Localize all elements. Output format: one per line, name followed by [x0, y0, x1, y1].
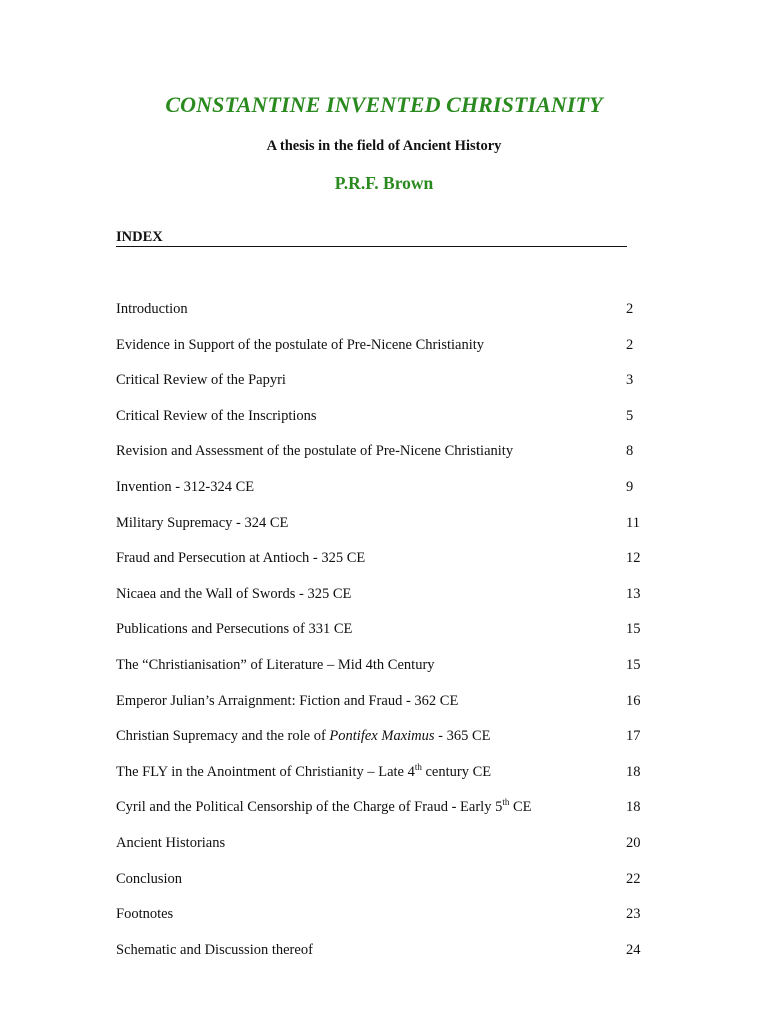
toc-entry-title-part: century CE: [421, 763, 492, 780]
toc-entry-title: [116, 762, 491, 782]
toc-entry-page: 11: [626, 514, 640, 531]
toc-entry-title: Evidence in Support of the postulate of Pre-Nicene Christianity: [116, 336, 485, 353]
toc-entry-page: 16: [626, 692, 641, 709]
toc-entry: [116, 370, 646, 406]
toc-entry-page: 18: [626, 799, 641, 816]
toc-entry-page: 5: [626, 407, 634, 424]
toc-entry-page: 8: [626, 443, 634, 460]
toc-entry: [116, 797, 646, 833]
toc-entry-page: 23: [626, 906, 641, 923]
toc-entry-page: 15: [626, 621, 641, 638]
toc-entry-title: Introduction: [116, 301, 188, 317]
toc-entry-title: Invention - 312-324 CE: [116, 478, 255, 495]
toc-entry-title: Critical Review of the Inscriptions: [116, 407, 317, 424]
toc-entry: [116, 513, 646, 549]
toc-entry: [116, 833, 646, 869]
toc-entry: [116, 584, 646, 620]
toc-entry-page: 15: [626, 656, 641, 673]
toc-entry-title: Ancient Historians: [116, 834, 226, 851]
toc-entry-title: Critical Review of the Papyri: [116, 372, 286, 389]
toc-entry-title: The “Christianisation” of Literature – Mid 4th Century: [116, 656, 435, 673]
toc-entry-title-italic: Pontifex Maximus: [329, 728, 435, 745]
toc-entry-title: Military Supremacy - 324 CE: [116, 514, 289, 531]
document-author: P.R.F. Brown: [334, 173, 434, 193]
toc-entry-title: [116, 726, 491, 746]
toc-entry-page: 13: [626, 585, 641, 602]
toc-entry-title: Footnotes: [116, 906, 174, 923]
toc-entry-page: 2: [626, 336, 634, 353]
document-subtitle: A thesis in the field of Ancient History: [266, 138, 502, 154]
toc-entry-title: Emperor Julian’s Arraignment: Fiction and Fraud - 362 CE: [116, 692, 459, 709]
toc-entry-page: 22: [626, 870, 641, 887]
toc-entry: [116, 691, 646, 727]
toc-entry: [116, 335, 646, 371]
toc-entry-title: Publications and Persecutions of 331 CE: [116, 621, 353, 638]
toc-entry: [116, 726, 646, 762]
toc-entry-title-part: CE: [509, 799, 532, 816]
toc-entry-title-part: Christian Supremacy and the role of: [116, 728, 330, 745]
toc-entry: [116, 406, 646, 442]
toc-entry-page: 20: [626, 834, 641, 851]
toc-entry: [116, 299, 646, 335]
toc-entry-title: Conclusion: [116, 870, 183, 887]
toc-entry-title-superscript: th: [414, 761, 422, 772]
toc-entry: [116, 940, 646, 976]
toc-entry-title: Revision and Assessment of the postulate of Pre-Nicene Christianity: [116, 443, 514, 460]
toc-entry-page: 24: [626, 941, 641, 958]
toc-entry-title: Fraud and Persecution at Antioch - 325 CE: [116, 550, 366, 567]
toc-entry-title: [116, 797, 532, 817]
document-title: CONSTANTINE INVENTED CHRISTIANITY: [165, 92, 603, 117]
toc-entry: [116, 655, 646, 691]
toc-entry-title-part: - 365 CE: [434, 728, 491, 745]
toc-entry: [116, 477, 646, 513]
toc-entry: [116, 869, 646, 905]
toc-entry-title-part: Cyril and the Political Censorship of the Charge of Fraud - Early 5: [116, 799, 503, 816]
toc-entry: [116, 619, 646, 655]
toc-entry-title: Nicaea and the Wall of Swords - 325 CE: [116, 585, 352, 602]
index-heading: INDEX: [116, 229, 627, 247]
toc-entry-page: 9: [626, 478, 634, 495]
toc-entry: [116, 762, 646, 798]
toc-entry: [116, 904, 646, 940]
toc-entry-title: Schematic and Discussion thereof: [116, 941, 313, 958]
toc-entry-page: 12: [626, 550, 641, 567]
table-of-contents: [116, 299, 646, 975]
toc-entry: [116, 441, 646, 477]
toc-entry-title-part: The FLY in the Anointment of Christianity – Late 4: [116, 763, 415, 780]
toc-entry-title-superscript: th: [502, 797, 510, 808]
toc-entry-page: 3: [626, 372, 634, 389]
toc-entry: [116, 548, 646, 584]
toc-entry-page: 2: [626, 301, 634, 317]
toc-entry-page: 18: [626, 763, 641, 780]
toc-entry-page: 17: [626, 728, 641, 745]
